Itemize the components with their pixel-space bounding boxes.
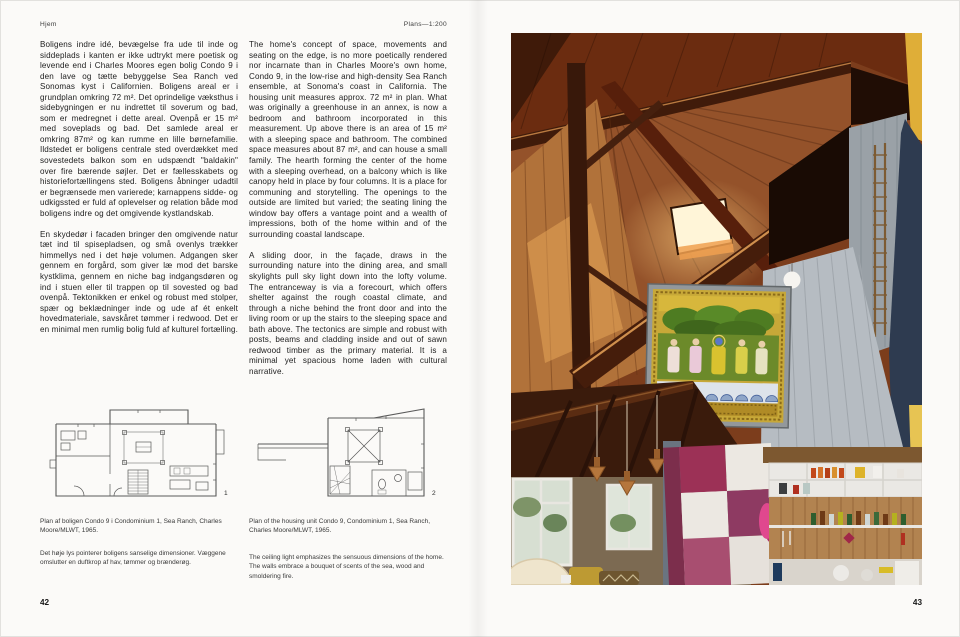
running-header-right: Plans—1:200 (403, 21, 447, 28)
floor-plan-2 (256, 404, 441, 504)
window-left (513, 479, 571, 565)
photo-caption-danish: Det høje lys pointerer boligens sanselige dimensioner. Væggene omslutter en duftkrop af hav, tømmer og brænderøg. (40, 550, 226, 567)
danish-text-column (40, 40, 238, 346)
danish-paragraph-2: En skydedør i facaden bringer den omgivende natur tæt ind til spisepladsen, og små ovenlys trækker himmellys ned i det høje volumen. Adgangen sker gennem en forgård, som giver læ mod det barske kystklima, gennem en niche bag indgangsdøren og ind i stuen eller til trappen op til sovested og bad ovenpå. Tektonikken er enkel og robust med stolper, spær og beklædninger inde og ude af ét enkelt hovedmateriale, savskåret tømmer i redwood. Det er en minimal men rumlig bolig fuld af kulturel fortælling. (40, 229, 238, 334)
window-right (607, 485, 651, 549)
plan-2-number: 2 (432, 490, 436, 497)
page-number-left: 42 (40, 598, 50, 607)
english-text-column (249, 40, 447, 388)
page-number-right: 43 (912, 598, 922, 607)
plan-2-caption: Plan of the housing unit Condo 9, Condominium 1, Sea Ranch, Charles Moore/MLWT, 1965. (249, 518, 431, 535)
plan-1-caption: Plan af boligen Condo 9 i Condominium 1, Sea Ranch, Charles Moore/MLWT, 1965. (40, 518, 222, 535)
photo-caption-english: The ceiling light emphasizes the sensuous dimensions of the home. The walls embrace a bouquet of scents of the sea, wood and smoldering fire. (249, 554, 444, 580)
floor-plan-1-drawing (48, 404, 233, 504)
floor-plan-2-drawing (256, 404, 441, 504)
interior-photograph (511, 33, 922, 585)
english-paragraph-1: The home's concept of space, movements and seating on the edge, is no more poetically rendered nor incarnate than in Charles Moore's own home, Condo 9, in the low-rise and high-density Sea Ranch ensemble, at Sonoma's coast in California. The housing unit measures approx. 72 m² in plan. What was originally a greenhouse in an annex, is now a bedroom and bathroom incorporated in this measurement. Up above there is an area of 15 m² with a sleeping space and bathroom. The combined space measures about 87 m², and can house a small family. The hearth forming the center of the home with a sleeping overhead, on a balcony which is like canopy held in place by four columns. It is a place for communing and storytelling. The openings to the outside are limited but varied; the seating lining the window bay offers a vantage point and a wealth of impressions, both of the home within and of the surrounding coastal landscape. (249, 40, 447, 239)
danish-paragraph-1: Boligens indre idé, bevægelse fra ude til inde og siddeplads i kanten er ikke udtrykt mere poetisk og levende end i Charles Moores egen bolig Condo 9 i den lave og tætte bebyggelse Sea Ranch ved Sonomas kyst i Californien. Boligens areal er i grundplan omkring 72 m². Det oprindelige væksthus i sidebygningen er nu indrettet til soverum og bad, som er medregnet i dette areal. Ovenpå er 15 m² med soveplads og bad. Det samlede areal er omkring 87m² og kan rumme en lille børnefamilie. Ildstedet er boligens centrale sted overdækket med sovestedets balkon som en udspændt "baldakin" over fire bærende søjler. Det er fællesskabets og historiefortællingens sted. Boligens åbninger udadtil er begrænsede men varierede; karnappens sidde- og udkigssted er fuld af oplevelser og relation både mod boligens indre og det omgivende kystlandskab. (40, 40, 238, 218)
page-gutter (468, 0, 488, 637)
floor-plan-1 (48, 404, 233, 504)
english-paragraph-2: A sliding door, in the façade, draws in the surrounding nature into the dining area, and small skylights pull sky light down into the lofty volume. The entranceway is via a forecourt, which offers shelter against the rough coastal climate, and through a niche behind the front door and into the living room or up the stairs to the sleeping space and bath above. The tectonics are simple and robust with posts, beams and cladding inside and out of sawn redwood timber as the primary material. It is a minimal yet spacious home laden with cultural narrative. (249, 250, 447, 376)
plan-1-number: 1 (224, 490, 228, 497)
kitchen-shelves (763, 447, 922, 585)
running-header-left: Hjem (40, 21, 57, 28)
photo-illustration (511, 33, 922, 585)
